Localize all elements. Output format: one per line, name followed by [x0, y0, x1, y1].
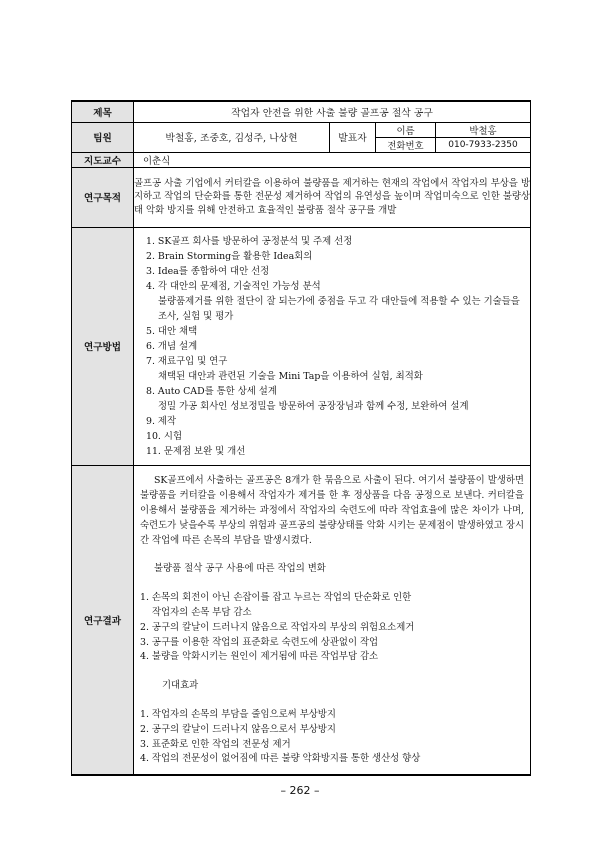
purpose-label: 연구목적 [72, 167, 134, 227]
change-item: 작업자의 손목 부담 감소 [152, 606, 252, 618]
method-step: 정밀 가공 회사인 성보정밀을 방문하여 공장장님과 함께 수정, 보완하여 설계 [158, 400, 469, 412]
method-step: 3. Idea를 종합하여 대안 선정 [146, 265, 270, 277]
method-step: 채택된 대안과 관련된 기술을 Mini Tap을 이용하여 실험, 최적화 [158, 370, 423, 382]
change-list [140, 591, 524, 665]
report-table [71, 100, 531, 776]
effect-list [140, 708, 524, 767]
result-row [72, 465, 531, 775]
report-sheet [71, 100, 530, 776]
effect-item: 3. 표준화로 인한 작업의 전문성 제거 [140, 738, 291, 750]
method-cell [134, 227, 531, 465]
method-step: 9. 제작 [146, 415, 177, 427]
effect-heading: 기대효과 [162, 680, 199, 692]
advisor-row [72, 152, 531, 167]
change-item: 1. 손목의 회전이 아닌 손잡이를 잡고 누르는 작업의 단순화로 인한 [140, 592, 412, 604]
name-label: 이름 [376, 122, 436, 137]
presenter-phone: 010-7933-2350 [436, 137, 531, 152]
team-label: 팀원 [72, 122, 134, 152]
project-title: 작업자 안전을 위한 사출 불량 골프공 절삭 공구 [134, 101, 531, 122]
method-list [146, 234, 524, 459]
team-members: 박철홍, 조중호, 김성주, 나상현 [134, 122, 330, 152]
method-step: 8. Auto CAD를 통한 상세 설계 [146, 385, 277, 397]
title-row [72, 101, 531, 122]
advisor-label: 지도교수 [72, 152, 134, 167]
effect-item: 4. 작업의 전문성이 없어짐에 따른 불량 악화방지를 통한 생산성 향상 [140, 753, 421, 765]
method-step: 7. 재료구입 및 연구 [146, 355, 228, 367]
change-heading: 불량품 절삭 공구 사용에 따른 작업의 변화 [154, 563, 326, 575]
team-row [72, 122, 531, 137]
method-step: 10. 시험 [146, 430, 183, 442]
result-intro: SK골프에서 사출하는 골프공은 8개가 한 묶음으로 사출이 된다. 여기서 불량품이 발생하면 불량품을 커터칼을 이용해서 작업자가 제거를 한 후 정상품을 다음 공정으로 보낸다. 커터칼을 이용해서 불량품을 제거하는 과정에서 작업자의 숙련도에 따라 작업효율에 많은 차이가 나며, 숙련도가 낮을수록 부상의 위험과 골프공의 불량상태를 악화 시키는 문제점이 발생하였고 장시간 작업에 따른 손목의 부담을 발생시켰다. [140, 475, 524, 546]
phone-label: 전화번호 [376, 137, 436, 152]
presenter-label: 발표자 [330, 122, 376, 152]
change-item: 2. 공구의 칼날이 드러나지 않음으로 작업자의 부상의 위험요소제거 [140, 621, 415, 633]
effect-item: 1. 작업자의 손목의 부담을 줄임으로써 부상방지 [140, 708, 336, 720]
effect-item: 2. 공구의 칼날이 드러나지 않음으로서 부상방지 [140, 723, 336, 735]
title-label: 제목 [72, 101, 134, 122]
page-number: – 262 – [280, 784, 320, 797]
purpose-text: 골프공 사출 기업에서 커터칼을 이용하여 불량품을 제거하는 현재의 작업에서 작업자의 부상을 방지하고 작업의 단순화를 통한 전문성 제거하여 작업의 유연성을 높이며 작업미숙으로 인한 불량상태 악화 방지를 위해 안전하고 효율적인 불량품 절삭 공구를 개발 [134, 167, 531, 227]
presenter-name: 박철홍 [436, 122, 531, 137]
change-item: 4. 불량을 악화시키는 원인이 제거됨에 따른 작업부담 감소 [140, 651, 379, 663]
method-step: 6. 개념 설계 [146, 340, 198, 352]
method-step: 11. 문제점 보완 및 개선 [146, 445, 246, 457]
method-step: 5. 대안 채택 [146, 325, 198, 337]
change-item: 3. 공구를 이용한 작업의 표준화로 숙련도에 상관없이 작업 [140, 636, 379, 648]
method-step: 2. Brain Storming을 활용한 Idea회의 [146, 250, 313, 262]
advisor-name: 이춘식 [134, 152, 531, 167]
method-step: 불량품제거를 위한 절단이 잘 되는가에 중점을 두고 각 대안들에 적용할 수 있는 기술들을 조사, 실험 및 평가 [158, 295, 520, 322]
method-label: 연구방법 [72, 227, 134, 465]
method-step: 1. SK골프 회사를 방문하여 공정분석 및 주제 선정 [146, 235, 353, 247]
result-label: 연구결과 [72, 465, 134, 775]
method-row [72, 227, 531, 465]
method-step: 4. 각 대안의 문제점, 기술적인 가능성 분석 [146, 280, 321, 292]
result-cell [134, 465, 531, 775]
purpose-row [72, 167, 531, 227]
